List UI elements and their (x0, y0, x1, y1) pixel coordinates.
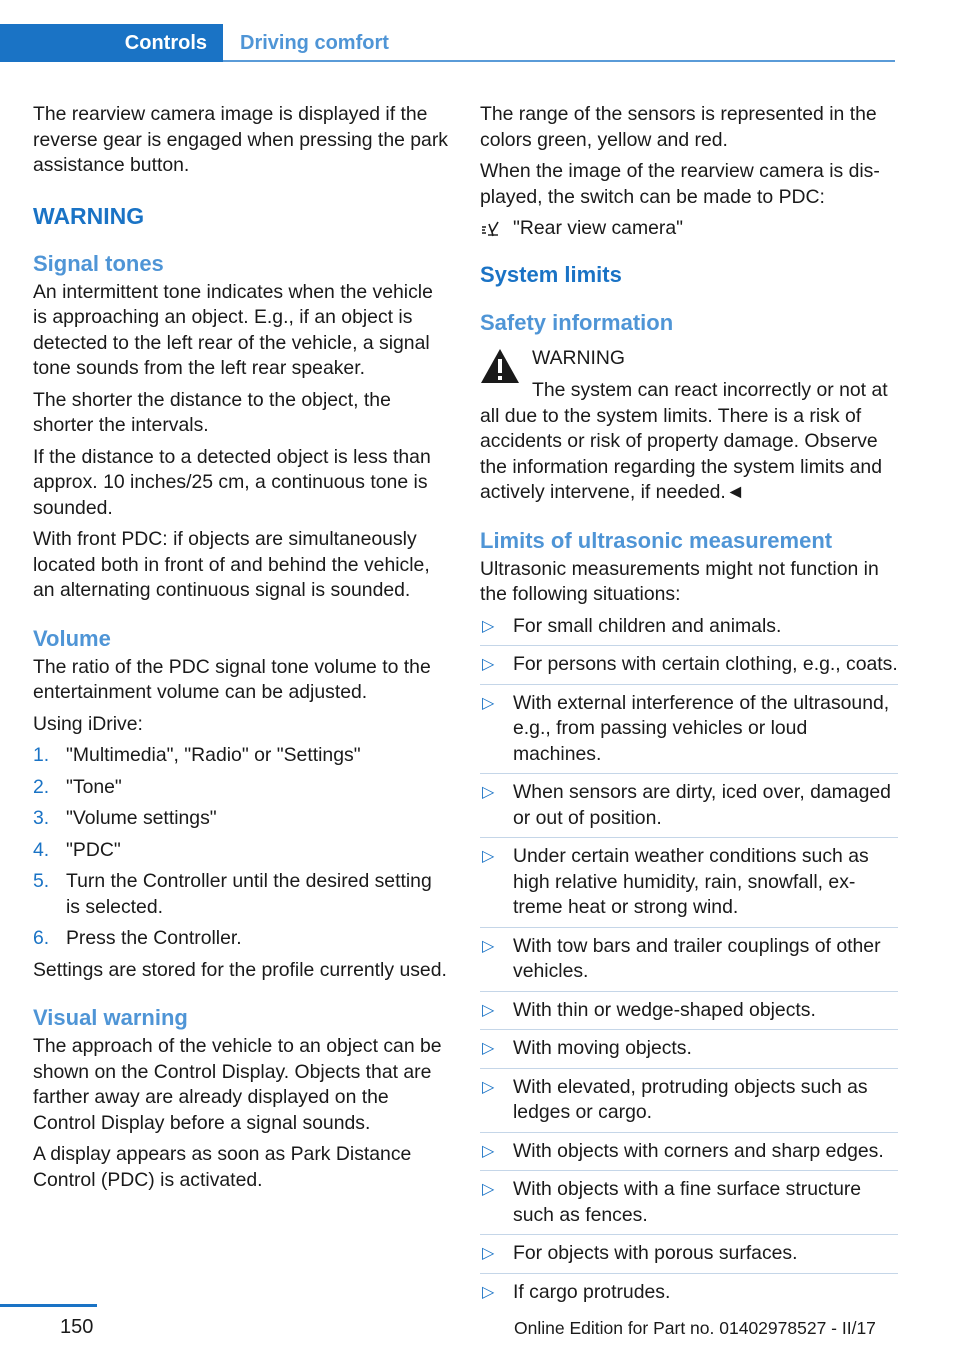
step-item: 3. "Volume settings" (33, 807, 217, 829)
list-item: ▷ For small children and animals. (480, 614, 898, 647)
triangle-bullet-icon: ▷ (482, 694, 495, 712)
step-item: 4. "PDC" (33, 838, 121, 861)
switch-paragraph: When the image of the rearview camera is displayed, the switch can be made to PDC: (480, 160, 880, 208)
triangle-bullet-icon: ▷ (482, 1040, 495, 1057)
rear-view-camera-icon (480, 220, 502, 240)
triangle-bullet-icon: ▷ (482, 1245, 495, 1262)
ultrasonic-intro: Ultrasonic measurements might not function in the following situations: (480, 557, 879, 605)
triangle-bullet-icon: ▷ (482, 1142, 495, 1160)
volume-p1: The ratio of the PDC signal tone volume to the entertainment volume can be adjusted. (33, 655, 431, 703)
page-header (0, 0, 895, 62)
visual-warning-heading: Visual warning (33, 1005, 188, 1030)
system-limits-heading: System limits (480, 261, 622, 287)
page-number: 150 (60, 1316, 94, 1338)
ultrasonic-heading: Limits of ultrasonic measurement (480, 527, 833, 553)
triangle-bullet-icon: ▷ (482, 617, 495, 635)
volume-heading: Volume (33, 625, 111, 651)
step-item: 5. Turn the Controller until the desired setting is selected. (33, 870, 432, 918)
safety-information-heading: Safety information (480, 309, 674, 335)
warning-triangle-icon (480, 348, 520, 384)
volume-p2: Using iDrive: (33, 712, 143, 735)
idrive-steps (33, 743, 448, 952)
rear-view-camera-option: "Rear view camera" (480, 216, 898, 242)
list-item: ▷ With elevated, protruding objects such as ledges or cargo. (480, 1075, 898, 1133)
tab-driving-comfort: Driving comfort (240, 31, 389, 54)
intro-paragraph: The rearview camera image is displayed if the reverse gear is engaged when pressing the park assistance button. (33, 103, 448, 176)
triangle-bullet-icon: ▷ (482, 848, 495, 865)
volume-p3: Settings are stored for the profile currently used. (33, 958, 447, 981)
signal-tones-p3: If the distance to a detected object is less than approx. 10 inches/25 cm, a continuous tone is sounded. (33, 445, 431, 519)
list-item: ▷ For objects with porous surfaces. (480, 1241, 898, 1274)
warning-heading: WARNING (33, 202, 145, 229)
triangle-bullet-icon: ▷ (482, 1001, 495, 1019)
triangle-bullet-icon: ▷ (482, 1078, 495, 1096)
left-column (33, 102, 448, 1199)
warning-box (480, 346, 898, 372)
step-item: 2. "Tone" (33, 775, 122, 798)
triangle-bullet-icon: ▷ (482, 937, 495, 955)
tab-controls: Controls (0, 24, 223, 62)
visual-warning-p1: The approach of the vehicle to an object can be shown on the Control Display. Objects that are farther away are already displayed on the Control Display before a signal sounds. (33, 1035, 442, 1134)
list-item: ▷ With external interference of the ultrasound, e.g., from passing vehicles or loud machines. (480, 691, 898, 775)
triangle-bullet-icon: ▷ (482, 1181, 495, 1198)
list-item: ▷ With objects with corners and sharp edges. (480, 1139, 898, 1172)
sensor-range-paragraph: The range of the sensors is represented in the colors green, yellow and red. (480, 103, 877, 151)
triangle-bullet-icon: ▷ (482, 1283, 495, 1301)
header-divider (223, 60, 895, 62)
list-item: ▷ With moving objects. (480, 1036, 898, 1069)
list-item: ▷ When sensors are dirty, iced over, damaged or out of position. (480, 780, 898, 838)
step-item: 1. "Multimedia", "Radio" or "Settings" (33, 744, 361, 766)
list-item: ▷ Under certain weather conditions such as high relative humidity, rain, snowfall, extreme heat or strong wind. (480, 844, 898, 928)
signal-tones-heading: Signal tones (33, 250, 164, 276)
visual-warning-p2: A display appears as soon as Park Distance Control (PDC) is activated. (33, 1143, 412, 1191)
triangle-bullet-icon: ▷ (482, 784, 495, 801)
list-item: ▷ With tow bars and trailer couplings of other vehicles. (480, 934, 898, 992)
list-item: ▷ With thin or wedge-shaped objects. (480, 998, 898, 1031)
signal-tones-p4: With front PDC: if objects are simultaneously located both in front of and behind the vehicle, an alternating continuous signal is sounded. (33, 528, 430, 601)
signal-tones-p1: An intermittent tone indicates when the vehicle is approaching an object. E.g., if an object is detected to the left rear of the vehicle, a signal tone sounds from the left rear speaker. (33, 280, 433, 379)
ultrasonic-limits-list (480, 614, 898, 1312)
list-item: ▷ With objects with a fine surface structure such as fences. (480, 1177, 898, 1235)
list-item: ▷ For persons with certain clothing, e.g., coats. (480, 652, 898, 685)
signal-tones-p2: The shorter the distance to the object, the shorter the intervals. (33, 388, 391, 436)
edition-label: Online Edition for Part no. 01402978527 - II/17 (514, 1318, 876, 1338)
list-item: ▷ If cargo protrudes. (480, 1280, 898, 1312)
right-column (480, 102, 898, 1317)
warning-label: WARNING (532, 346, 625, 369)
triangle-bullet-icon: ▷ (482, 656, 495, 673)
step-item: 6. Press the Controller. (33, 927, 242, 949)
footer-divider (0, 1304, 97, 1307)
warning-text: The system can react incorrectly or not at all due to the system limits. There is a risk of accidents or risk of property damage. Observe the information regarding the system limits and actively intervene, if needed.◄ (480, 379, 888, 503)
